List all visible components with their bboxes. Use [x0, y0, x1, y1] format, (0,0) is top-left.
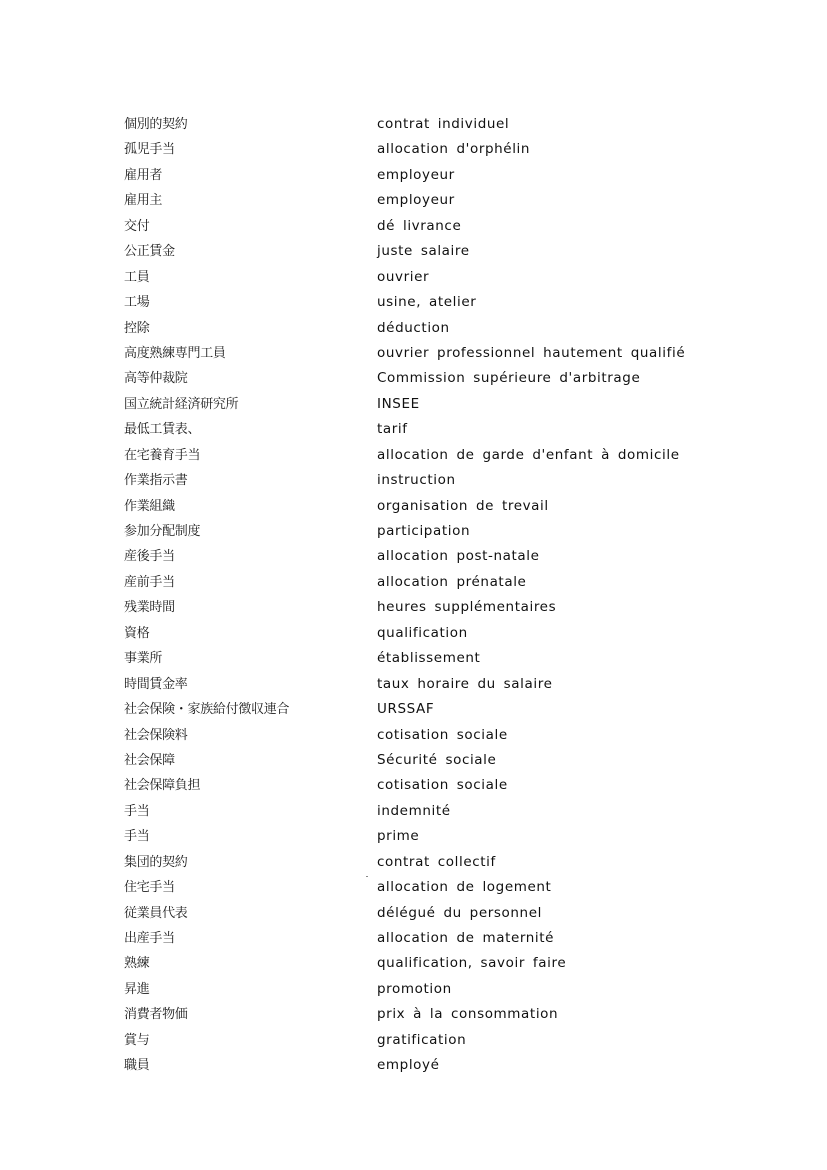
japanese-term: 控除 [124, 320, 150, 336]
japanese-term: 最低工賃表、 [124, 422, 201, 438]
glossary-row [124, 824, 724, 849]
glossary-row [124, 1028, 724, 1053]
glossary-list [124, 112, 724, 1079]
french-term: tarif [377, 421, 408, 438]
glossary-row [124, 519, 724, 544]
glossary-row [124, 163, 724, 188]
japanese-term: 時間賃金率 [124, 676, 188, 692]
japanese-term: 産後手当 [124, 549, 175, 565]
french-term: cotisation sociale [377, 777, 508, 794]
japanese-term: 集団的契約 [124, 854, 188, 870]
glossary-row [124, 1002, 724, 1027]
japanese-term: 在宅養育手当 [124, 447, 201, 463]
french-term: prix à la consommation [377, 1006, 559, 1023]
japanese-term: 出産手当 [124, 931, 175, 946]
french-term: allocation de garde d'enfant à domicile [377, 446, 680, 463]
french-term: gratification [377, 1031, 467, 1048]
french-term: déduction [377, 319, 450, 336]
japanese-term: 孤児手当 [124, 142, 175, 158]
glossary-row [124, 570, 724, 595]
glossary-row [124, 316, 724, 341]
japanese-term: 職員 [124, 1058, 150, 1074]
glossary-row [124, 366, 724, 391]
japanese-term: 手当 [124, 803, 150, 819]
french-term: établissement [377, 650, 481, 667]
glossary-row [124, 265, 724, 290]
french-term: cotisation sociale [377, 726, 508, 743]
japanese-term: 社会保障負担 [124, 778, 201, 794]
glossary-row [124, 112, 724, 137]
french-term: participation [377, 523, 471, 539]
french-term: Commission supérieure d'arbitrage [377, 370, 641, 387]
japanese-term: 消費者物価 [124, 1007, 188, 1023]
japanese-term: 事業所 [124, 651, 163, 667]
japanese-term: 社会保障 [124, 752, 175, 768]
french-term: employeur [377, 166, 455, 183]
japanese-term: 産前手当 [124, 574, 175, 590]
french-term: prime [377, 828, 420, 845]
japanese-term: 残業時間 [124, 600, 175, 616]
glossary-row [124, 646, 724, 671]
glossary-row [124, 901, 724, 926]
french-term: allocation prénatale [377, 573, 527, 590]
japanese-term: 公正賃金 [124, 244, 175, 260]
french-term: promotion [377, 980, 452, 997]
french-term: ouvrier professionnel hautement qualifié [377, 344, 686, 361]
glossary-row [124, 773, 724, 798]
glossary-row [124, 188, 724, 213]
japanese-term: 社会保険料 [124, 727, 188, 743]
glossary-row [124, 977, 724, 1002]
glossary-row [124, 799, 724, 824]
japanese-term: 雇用主 [124, 193, 163, 209]
french-term: employé [377, 1057, 440, 1074]
glossary-row [124, 341, 724, 366]
glossary-row [124, 926, 724, 951]
glossary-row [124, 468, 724, 493]
french-term: délégué du personnel [377, 904, 542, 921]
japanese-term: 工場 [124, 295, 150, 311]
french-term: URSSAF [377, 701, 435, 718]
japanese-term: 交付 [124, 218, 150, 234]
french-term: contrat collectif [377, 853, 496, 870]
french-term: ouvrier [377, 268, 430, 285]
french-term: allocation d'orphélin [377, 141, 531, 158]
glossary-row [124, 621, 724, 646]
glossary-row [124, 723, 724, 748]
glossary-row [124, 417, 724, 442]
glossary-row [124, 214, 724, 239]
glossary-row [124, 392, 724, 417]
glossary-row [124, 595, 724, 620]
japanese-term: 賞与 [124, 1032, 150, 1048]
french-term: Sécurité sociale [377, 751, 497, 768]
french-term: indemnité [377, 802, 451, 819]
japanese-term: 工員 [124, 269, 150, 285]
japanese-term: 国立統計経済研究所 [124, 396, 239, 412]
french-term: employeur [377, 192, 455, 209]
french-term: allocation post-natale [377, 548, 540, 565]
french-term: taux horaire du salaire [377, 675, 553, 692]
french-term: usine, atelier [377, 294, 477, 311]
japanese-term: 参加分配制度 [124, 524, 201, 539]
french-term: instruction [377, 472, 456, 489]
french-term: allocation de maternité [377, 930, 555, 946]
glossary-row [124, 494, 724, 519]
glossary-row [124, 697, 724, 722]
french-term: qualification [377, 624, 468, 641]
glossary-row [124, 443, 724, 468]
japanese-term: 雇用者 [124, 167, 163, 183]
japanese-term: 高度熟練専門工員 [124, 345, 226, 361]
glossary-row [124, 748, 724, 773]
japanese-term: 住宅手当 [124, 880, 175, 896]
french-term: juste salaire [377, 243, 470, 260]
glossary-row [124, 850, 724, 875]
french-term: qualification, savoir faire [377, 955, 567, 972]
japanese-term: 手当 [124, 829, 150, 845]
glossary-row [124, 1053, 724, 1078]
glossary-row [124, 672, 724, 697]
french-term: organisation de trevail [377, 497, 549, 514]
french-term: allocation de logement [377, 879, 552, 896]
japanese-term: 従業員代表 [124, 905, 188, 921]
glossary-row [124, 544, 724, 569]
french-term: INSEE [377, 395, 420, 412]
japanese-term: 資格 [124, 625, 150, 641]
japanese-term: 作業指示書 [124, 473, 188, 489]
french-term: contrat individuel [377, 116, 510, 132]
glossary-row [124, 239, 724, 264]
japanese-term: 作業組織 [124, 498, 175, 514]
japanese-term: 高等仲裁院 [124, 371, 188, 387]
glossary-row [124, 137, 724, 162]
japanese-term: 社会保険・家族給付徴収連合 [124, 702, 290, 718]
scan-speck [366, 876, 368, 877]
french-term: dé livrance [377, 217, 462, 234]
japanese-term: 個別的契約 [124, 117, 188, 132]
french-term: heures supplémentaires [377, 599, 557, 616]
glossary-row [124, 290, 724, 315]
japanese-term: 熟練 [124, 956, 150, 972]
glossary-row [124, 875, 724, 900]
japanese-term: 昇進 [124, 981, 150, 997]
glossary-row [124, 951, 724, 976]
